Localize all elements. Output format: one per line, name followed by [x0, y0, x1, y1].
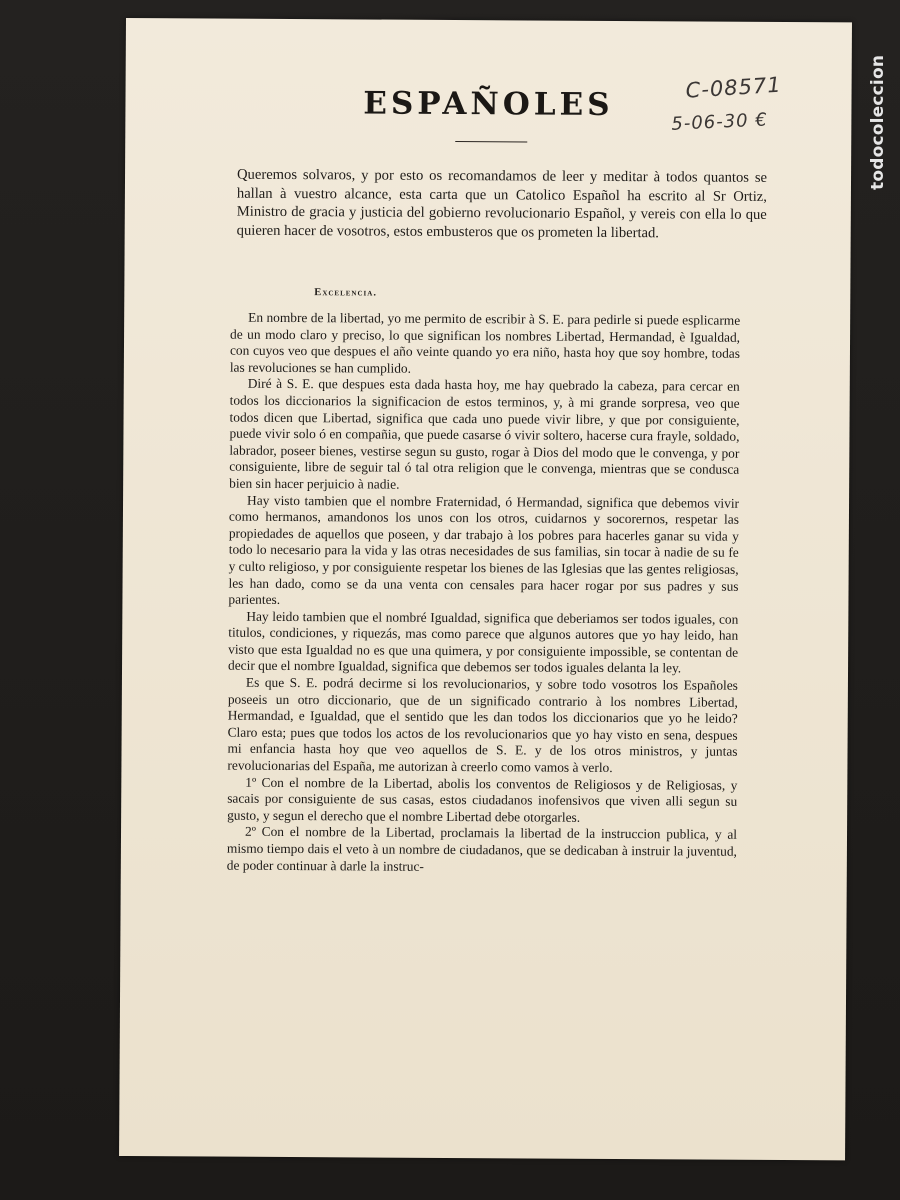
title-divider	[455, 141, 527, 142]
salutation: Excelencia.	[314, 287, 377, 299]
handwritten-price: 5-06-30 €	[670, 109, 769, 135]
document-page	[119, 18, 852, 1160]
intro-paragraph: Queremos solvaros, y por esto os recomandamos de leer y meditar à todos quantos se hallan à vuestro alcance, esta carta que un Catolico Español ha escrito al Sr Ortiz, Ministro de gracia y justicia del gobierno revolucionario Español, y vereis con ella lo que quieren hacer de vosotros, estos embusteros que os prometen la libertad.	[236, 166, 768, 242]
body-paragraph: Diré à S. E. que despues esta dada hasta hoy, me hay quebrado la cabeza, para cercar en todos los diccionarios la significacion de estos terminos, y, à mi grande sorpresa, veo que todos dicen que Libertad, significa que cada uno puede vivir libre, y que por consiguiente, puede vivir solo ó en compañia, que puede casarse ó vivir soltero, hacerse cura frayle, soldado, labrador, poseer bienes, vestirse segun su gusto, rogar à Dios del modo que le convenga, y por consiguiente, libre de seguir tal ó tal otra religion que le convenga, mientras que se condusca bien sin hacer perjuicio à nadie.	[229, 376, 740, 492]
body-paragraph: 2º Con el nombre de la Libertad, proclamais la libertad de la instruccion publica, y al mismo tiempo dais el veto à un nombre de ciudadanos, que se dedicaban à instruir la juventud, de poder continuar à darle la instruc-	[226, 824, 738, 874]
body-paragraph: Hay visto tambien que el nombre Fraternidad, ó Hermandad, significa que debemos vivir como hermanos, amandonos los unos con los otros, cuidarnos y socorernos, respetar las propiedades de aquellos que poseen, y dar trabajo à los pobres para hacerles ganar su vida y todo lo necesario para la vida y las otras necesidades de sus familias, sin tocar à nadie de su fe y culto religioso, y por consiguiente respetar los bienes de las Iglesias que las gentes religiosas, les han dado, como se da una venta con censales para hacer rogar por sus padres y sus parientes.	[228, 492, 740, 608]
watermark-text: todocoleccion	[868, 54, 888, 190]
body-paragraph: Hay leido tambien que el nombré Igualdad, significa que deberiamos ser todos iguales, con titulos, condiciones, y riquezás, mas como parece que algunos autores que yo hay leido, han visto que esta Igualdad no es que una quimera, y por consiguiente impossible, se contentan de decir que el nombre Igualdad, significa que debemos ser todos iguales delanta la ley.	[228, 608, 739, 676]
letter-body	[227, 310, 740, 877]
body-paragraph: Es que S. E. podrá decirme si los revolucionarios, y sobre todo vosotros los Españoles poseeis un otro diccionario, que de un significado contrario à los nombres Libertad, Hermandad, e Igualdad, que el sentido que les dan todos los diccionarios que yo he leido? Claro esta; pues que todos los actos de los revolucionarios que yo hay visto en sena, despues mi enfancia hasta hoy que veo aquellos de S. E. y de los otros ministros, y juntas revolucionarias del España, me autorizan à creerlo como vamos à verlo.	[227, 674, 738, 776]
body-paragraph: En nombre de la libertad, yo me permito de escribir à S. E. para pedirle si puede esplicarme de un modo claro y preciso, lo que significan los nombres Libertad, Hermandad, è Igualdad, con cuyos veo que despues el año veinte quando yo era niño, hasta hoy que soy hombre, todas las revoluciones se han cumplido.	[229, 309, 741, 376]
body-paragraph: 1º Con el nombre de la Libertad, abolis los conventos de Religiosos y de Religiosas, y sacais por consiguiente de sus casas, estos ciudadanos inofensivos que viven alli segun su gusto, y segun el derecho que el nombre Libertad debe otorgarles.	[227, 774, 738, 825]
handwritten-code: C-08571	[684, 72, 783, 103]
watermark-logo	[862, 20, 894, 190]
document-title: ESPAÑOLES	[363, 85, 614, 123]
